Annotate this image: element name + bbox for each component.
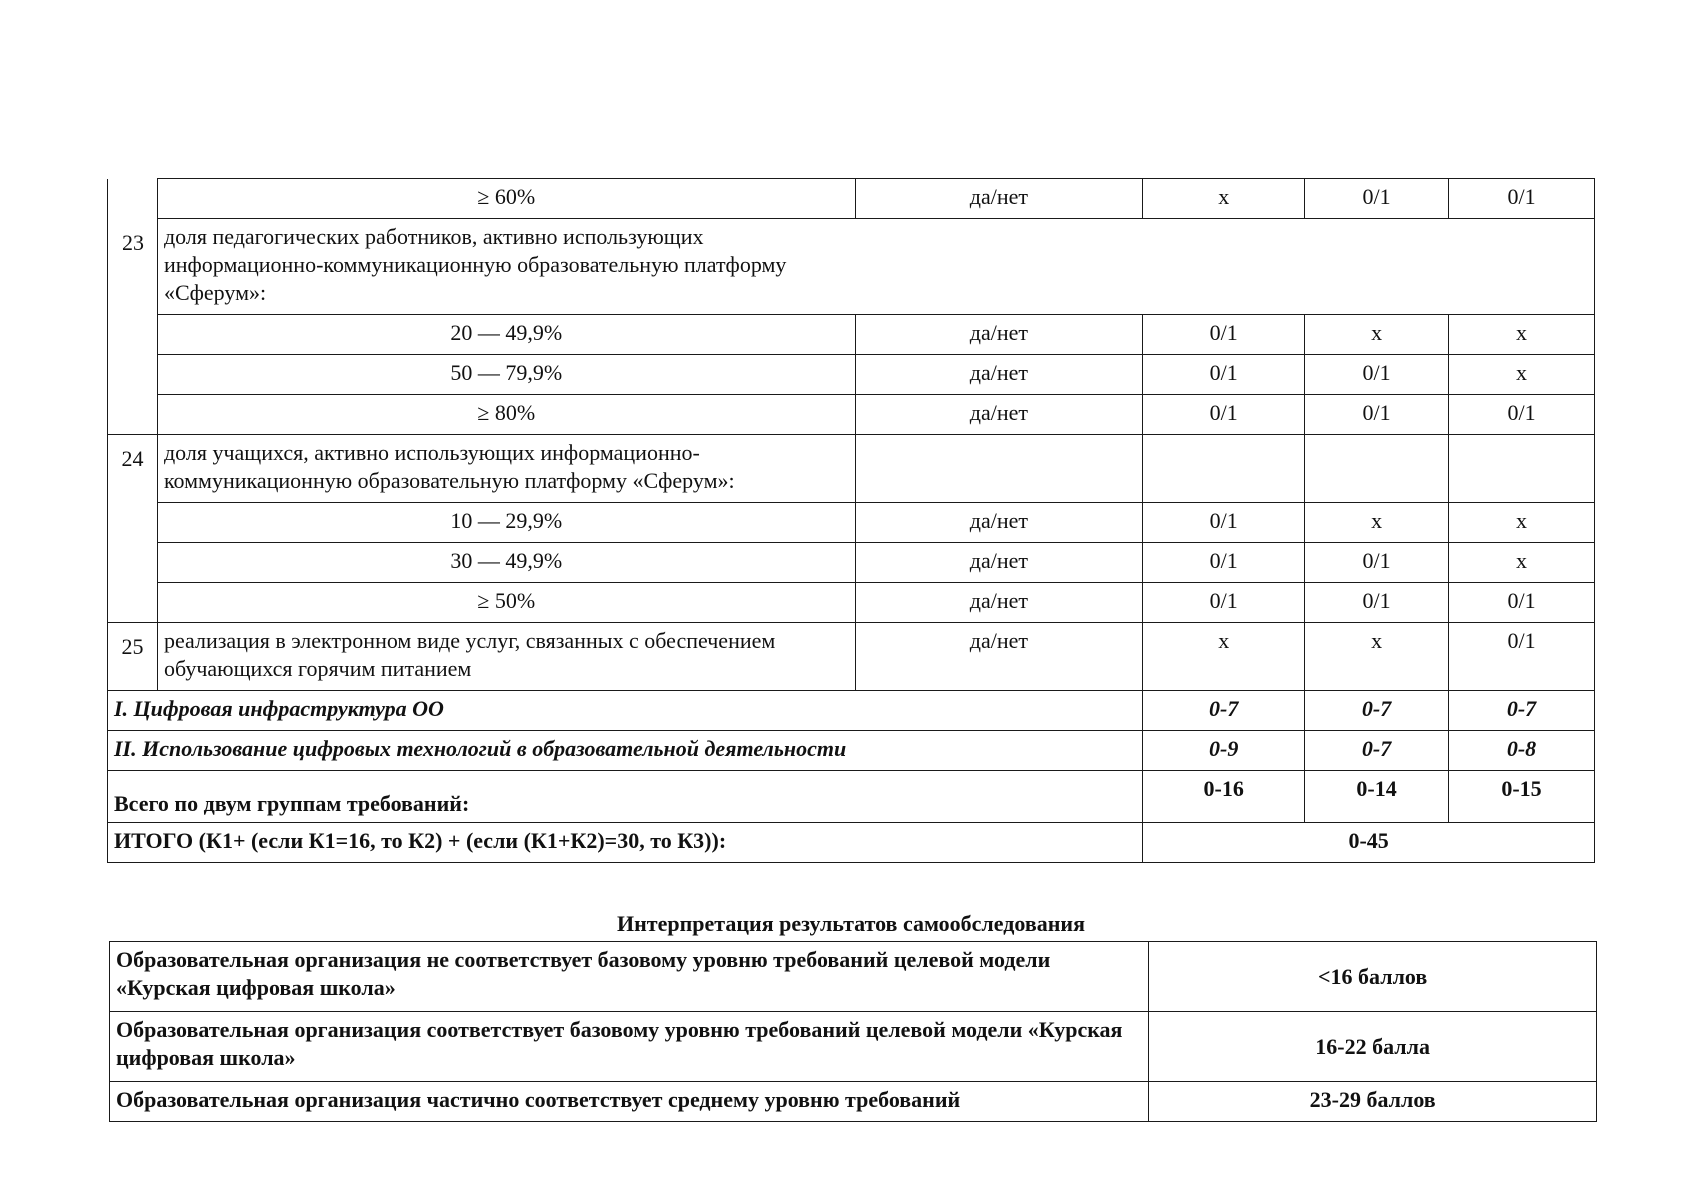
k2-cell: x xyxy=(1305,623,1449,691)
criterion-label: 20 — 49,9% xyxy=(157,315,855,355)
interpretation-text: Образовательная организация не соответствует базовому уровню требований целевой модели «Курская цифровая школа» xyxy=(110,942,1149,1012)
summary-label: I. Цифровая инфраструктура ОО xyxy=(108,691,1143,731)
row-number: 23 xyxy=(122,230,144,255)
summary-label: II. Использование цифровых технологий в образовательной деятельности xyxy=(108,731,1143,771)
k1-cell: 0-9 xyxy=(1143,731,1305,771)
k1-cell: 0/1 xyxy=(1143,355,1305,395)
requirements-table xyxy=(107,178,1595,863)
criterion-label: ≥ 80% xyxy=(157,395,855,435)
summary-row xyxy=(108,731,1595,771)
unit-cell: да/нет xyxy=(855,543,1143,583)
k3-cell: 0/1 xyxy=(1449,583,1595,623)
interpretation-title: Интерпретация результатов самообследования xyxy=(617,911,1085,936)
table-row xyxy=(108,503,1595,543)
k2-cell: 0/1 xyxy=(1305,395,1449,435)
row-number: 25 xyxy=(108,623,158,691)
table-row xyxy=(108,623,1595,691)
row-number: 24 xyxy=(108,435,158,623)
row-number-cell xyxy=(108,179,158,435)
table-row xyxy=(110,942,1597,1012)
k3-cell: x xyxy=(1449,543,1595,583)
k1-cell: 0/1 xyxy=(1143,583,1305,623)
k1-cell: 0/1 xyxy=(1143,395,1305,435)
unit-cell xyxy=(855,435,1143,503)
k3-cell: x xyxy=(1449,503,1595,543)
k2-cell: 0/1 xyxy=(1305,583,1449,623)
unit-cell: да/нет xyxy=(855,179,1143,219)
k1-cell: 0/1 xyxy=(1143,543,1305,583)
criterion-label: 30 — 49,9% xyxy=(157,543,855,583)
k1-cell: 0-7 xyxy=(1143,691,1305,731)
table-row xyxy=(110,1082,1597,1122)
criterion-label: 50 — 79,9% xyxy=(157,355,855,395)
k2-cell: x xyxy=(1305,315,1449,355)
table-row xyxy=(108,219,1595,315)
summary-row xyxy=(108,823,1595,863)
summary-row xyxy=(108,771,1595,823)
criterion-label: 10 — 29,9% xyxy=(157,503,855,543)
interpretation-text: Образовательная организация частично соответствует среднему уровню требований xyxy=(110,1082,1149,1122)
interpretation-score: 23-29 баллов xyxy=(1149,1082,1597,1122)
table-row xyxy=(108,179,1595,219)
k3-cell: 0-15 xyxy=(1449,771,1595,823)
k3-cell xyxy=(1449,435,1595,503)
k1-cell xyxy=(1143,435,1305,503)
interpretation-score: 16-22 балла xyxy=(1149,1012,1597,1082)
itogo-value: 0-45 xyxy=(1143,823,1595,863)
summary-row xyxy=(108,691,1595,731)
k3-cell: 0-7 xyxy=(1449,691,1595,731)
criterion-label: ≥ 50% xyxy=(157,583,855,623)
interpretation-table xyxy=(109,941,1597,1122)
k3-cell: x xyxy=(1449,315,1595,355)
interpretation-text: Образовательная организация соответствует базовому уровню требований целевой модели «Курская цифровая школа» xyxy=(110,1012,1149,1082)
k1-cell: 0-16 xyxy=(1143,771,1305,823)
k1-cell: x xyxy=(1143,179,1305,219)
table-row xyxy=(110,1012,1597,1082)
k2-cell xyxy=(1305,435,1449,503)
criterion-text-body: доля педагогических работников, активно использующих информационно-коммуникационную образовательную платформу «Сферум»: xyxy=(163,224,787,305)
table-row xyxy=(108,543,1595,583)
k3-cell: 0-8 xyxy=(1449,731,1595,771)
criterion-label: ≥ 60% xyxy=(157,179,855,219)
unit-cell: да/нет xyxy=(855,395,1143,435)
table-row xyxy=(108,395,1595,435)
unit-cell: да/нет xyxy=(855,503,1143,543)
k3-cell: x xyxy=(1449,355,1595,395)
k1-cell: x xyxy=(1143,623,1305,691)
unit-cell: да/нет xyxy=(855,623,1143,691)
k3-cell: 0/1 xyxy=(1449,179,1595,219)
k1-cell: 0/1 xyxy=(1143,503,1305,543)
criterion-text: доля учащихся, активно использующих информационно-коммуникационную образовательную платформу «Сферум»: xyxy=(157,435,855,503)
criterion-text xyxy=(157,219,1594,315)
interpretation-score: <16 баллов xyxy=(1149,942,1597,1012)
table-row xyxy=(108,315,1595,355)
k1-cell: 0/1 xyxy=(1143,315,1305,355)
table-row xyxy=(108,583,1595,623)
k2-cell: 0/1 xyxy=(1305,179,1449,219)
k3-cell: 0/1 xyxy=(1449,623,1595,691)
unit-cell: да/нет xyxy=(855,315,1143,355)
summary-label: Всего по двум группам требований: xyxy=(108,771,1143,823)
table-row xyxy=(108,355,1595,395)
k2-cell: x xyxy=(1305,503,1449,543)
itogo-label: ИТОГО (К1+ (если К1=16, то К2) + (если (К1+К2)=30, то К3)): xyxy=(108,823,1143,863)
k2-cell: 0/1 xyxy=(1305,543,1449,583)
criterion-text: реализация в электронном виде услуг, связанных с обеспечением обучающихся горячим питанием xyxy=(157,623,855,691)
k3-cell: 0/1 xyxy=(1449,395,1595,435)
k2-cell: 0-7 xyxy=(1305,691,1449,731)
k2-cell: 0/1 xyxy=(1305,355,1449,395)
unit-cell: да/нет xyxy=(855,583,1143,623)
table-row xyxy=(108,435,1595,503)
k2-cell: 0-14 xyxy=(1305,771,1449,823)
unit-cell: да/нет xyxy=(855,355,1143,395)
k2-cell: 0-7 xyxy=(1305,731,1449,771)
